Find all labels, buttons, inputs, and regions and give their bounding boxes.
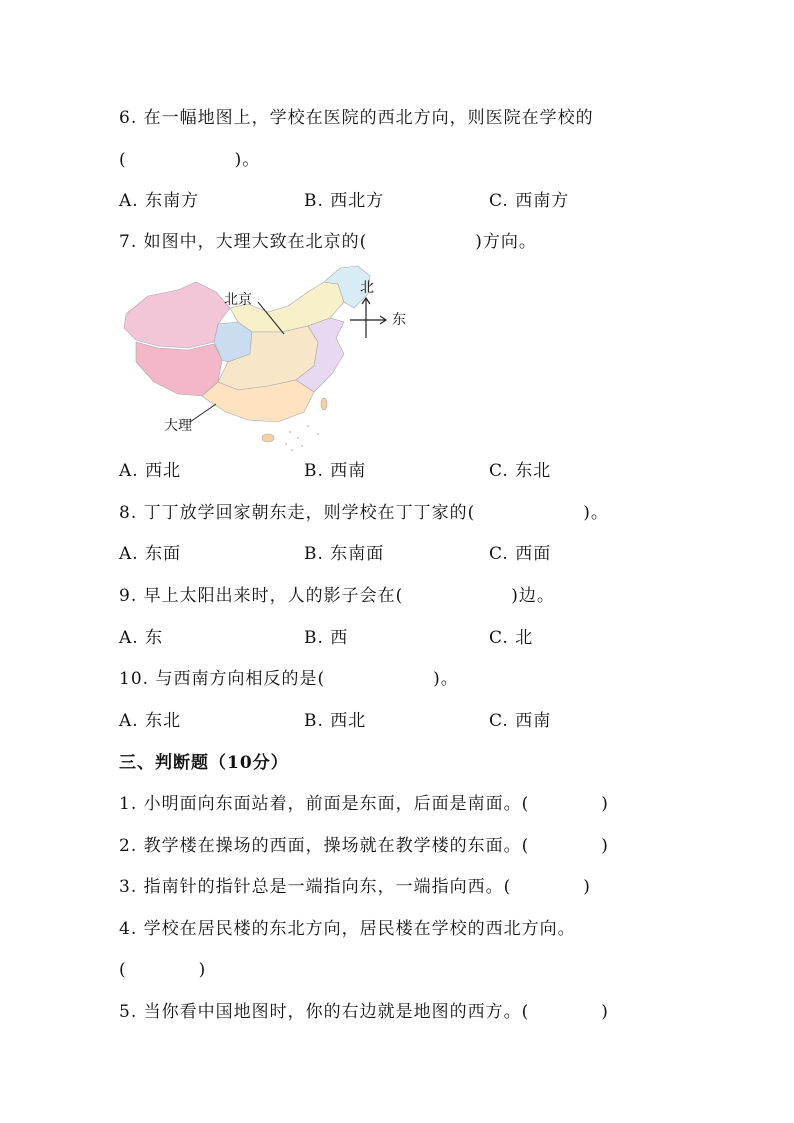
judge-item-1: 1. 小明面向东面站着，前面是东面，后面是南面。( ) xyxy=(119,794,609,814)
q6-stem: 6. 在一幅地图上，学校在医院的西北方向，则医院在学校的 xyxy=(119,108,594,128)
q8-option-a[interactable]: A. 东面 xyxy=(119,544,182,564)
map-label-beijing: 北京 xyxy=(224,292,252,308)
q8-option-b[interactable]: B. 东南面 xyxy=(304,544,385,564)
q9-option-a[interactable]: A. 东 xyxy=(119,628,164,648)
compass-north-label: 北 xyxy=(360,280,374,296)
map-island-taiwan xyxy=(321,398,327,410)
map-region-tibet xyxy=(136,342,222,396)
map-south-sea-islands xyxy=(285,425,319,451)
map-region-xinjiang xyxy=(124,282,230,348)
judge-item-4-blank: ( ) xyxy=(119,960,207,980)
q7-option-b[interactable]: B. 西南 xyxy=(304,461,367,481)
q8-stem: 8. 丁丁放学回家朝东走，则学校在丁丁家的( )。 xyxy=(119,503,609,523)
china-map-figure xyxy=(118,262,418,452)
q10-option-b[interactable]: B. 西北 xyxy=(304,711,367,731)
q9-option-c[interactable]: C. 北 xyxy=(489,628,534,648)
q6-option-b[interactable]: B. 西北方 xyxy=(304,191,385,211)
judge-item-4: 4. 学校在居民楼的东北方向，居民楼在学校的西北方向。 xyxy=(119,919,576,939)
q10-stem: 10. 与西南方向相反的是( )。 xyxy=(119,669,459,689)
section-3-title: 三、判断题（10分） xyxy=(119,753,289,773)
q10-option-a[interactable]: A. 东北 xyxy=(119,711,182,731)
map-label-dali: 大理 xyxy=(164,418,192,434)
q7-option-a[interactable]: A. 西北 xyxy=(119,461,182,481)
q6-option-c[interactable]: C. 西南方 xyxy=(489,191,570,211)
q9-option-b[interactable]: B. 西 xyxy=(304,628,349,648)
q6-option-a[interactable]: A. 东南方 xyxy=(119,191,200,211)
compass-east-label: 东 xyxy=(392,312,406,328)
q7-option-c[interactable]: C. 东北 xyxy=(489,461,552,481)
q7-stem: 7. 如图中，大理大致在北京的( )方向。 xyxy=(119,232,537,252)
map-island-hainan xyxy=(262,434,274,442)
judge-item-2: 2. 教学楼在操场的西面，操场就在教学楼的东面。( ) xyxy=(119,836,609,856)
q10-option-c[interactable]: C. 西南 xyxy=(489,711,552,731)
q6-blank: ( )。 xyxy=(119,150,261,170)
q9-stem: 9. 早上太阳出来时，人的影子会在( )边。 xyxy=(119,586,555,606)
judge-item-3: 3. 指南针的指针总是一端指向东，一端指向西。( ) xyxy=(119,877,591,897)
dali-pointer-line xyxy=(190,404,216,422)
judge-item-5: 5. 当你看中国地图时，你的右边就是地图的西方。( ) xyxy=(119,1002,609,1022)
q8-option-c[interactable]: C. 西面 xyxy=(489,544,552,564)
